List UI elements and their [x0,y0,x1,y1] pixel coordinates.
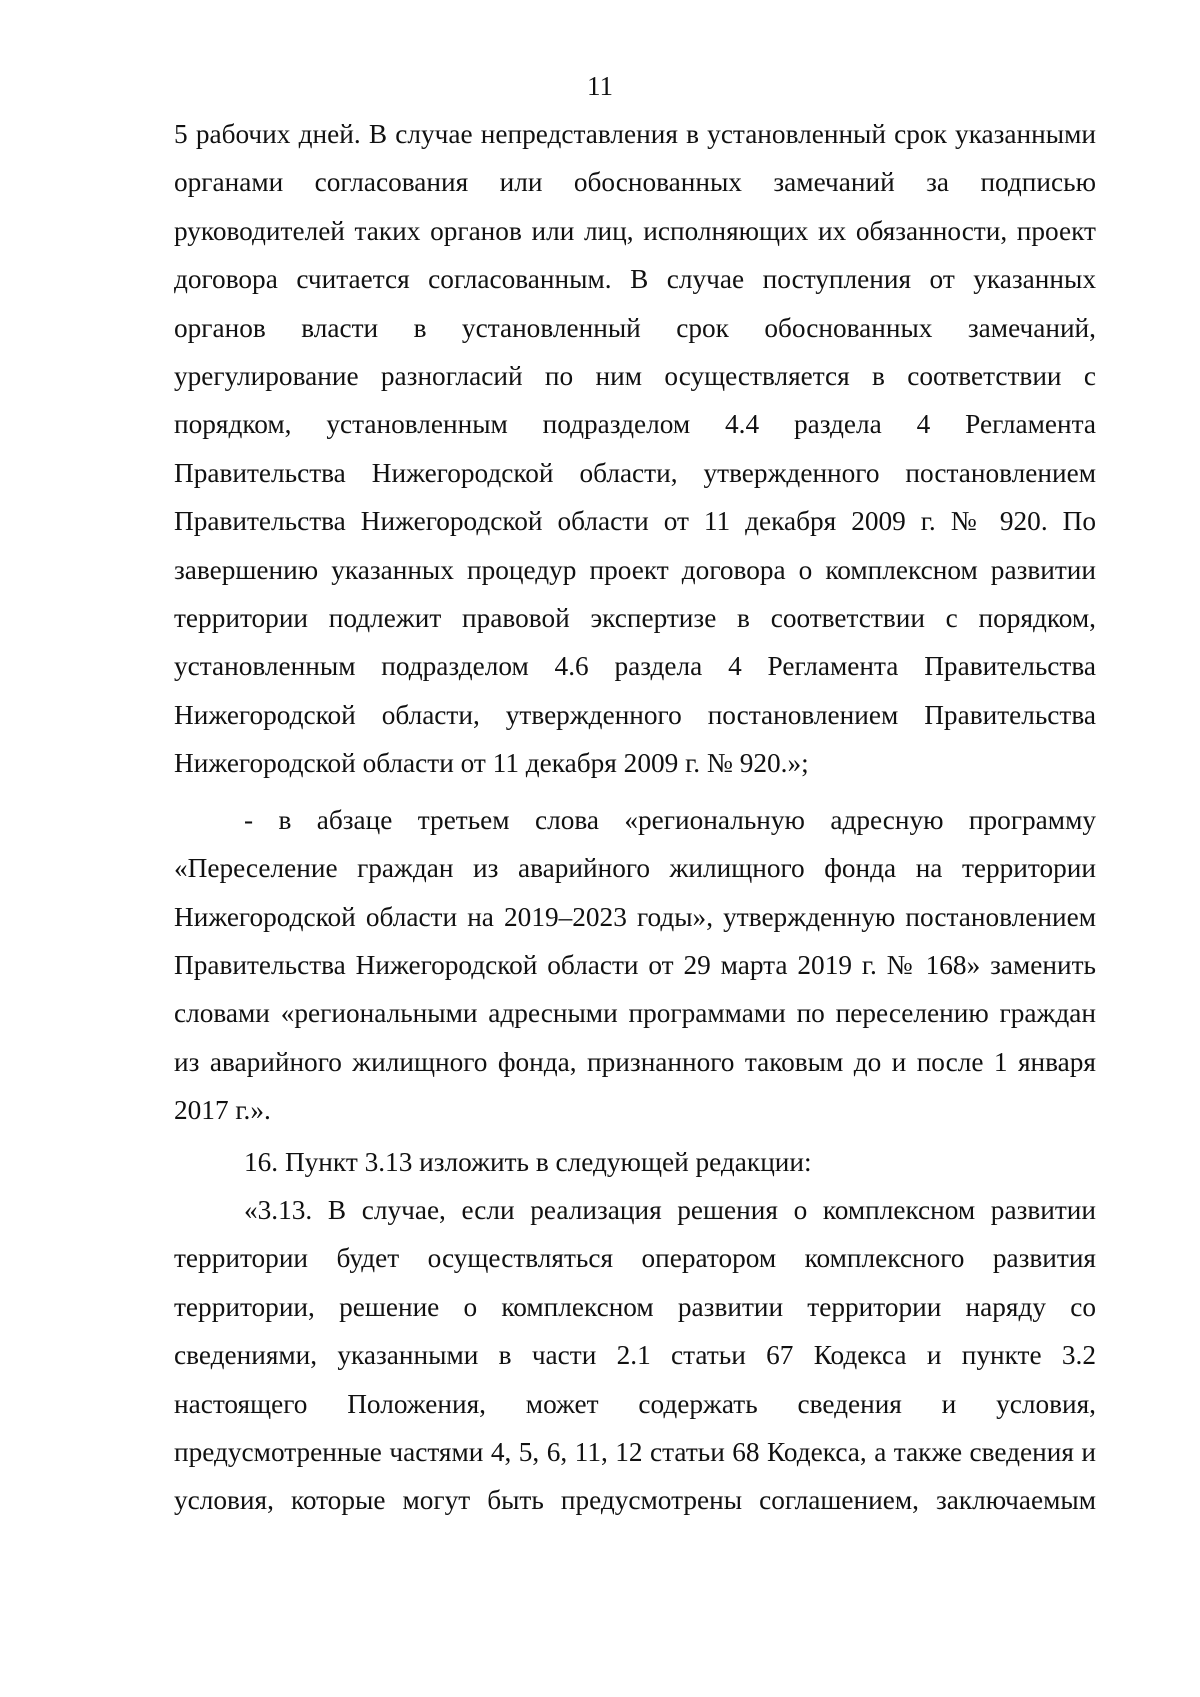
document-body [174,110,1096,1525]
paragraph-item-3-13: «3.13. В случае, если реализация решения о комплексном развитии территории будет осуществляться оператором комплексного развития территории, решение о комплексном развитии территории наряду со сведениями, указанными в части 2.1 статьи 67 Кодекса и пункте 3.2 настоящего Положения, может содержать сведения и условия, предусмотренные частями 4, 5, 6, 11, 12 статьи 68 Кодекса, а также сведения и условия, которые могут быть предусмотрены соглашением, заключаемым [174,1194,1096,1516]
paragraph-contract-approval: 5 рабочих дней. В случае непредставления в установленный срок указанными органами согласования или обоснованных замечаний за подписью руководителей таких органов или лиц, исполняющих их обязанности, проект договора считается согласованным. В случае поступления от указанных органов власти в установленный срок обоснованных замечаний, урегулирование разногласий по ним осуществляется в соответствии с порядком, установленным подразделом 4.4 раздела 4 Регламента Правительства Нижегородской области, утвержденного постановлением Правительства Нижегородской области от 11 декабря 2009 г. № 920. По завершению указанных процедур проект договора о комплексном развитии территории подлежит правовой экспертизе в соответствии с порядком, установленным подразделом 4.6 раздела 4 Регламента Правительства Нижегородской области, утвержденного постановлением Правительства Нижегородской области от 11 декабря 2009 г. № 920.»; [174,119,1096,779]
paragraph-item-16: 16. Пункт 3.13 изложить в следующей редакции: [244,1146,812,1177]
page-number: 11 [587,71,613,101]
paragraph-amendment-third-subparagraph: - в абзаце третьем слова «региональную адресную программу «Переселение граждан из аварийного жилищного фонда на территории Нижегородской области на 2019–2023 годы», утвержденную постановлением Правительства Нижегородской области от 29 марта 2019 г. № 168» заменить словами «региональными адресными программами по переселению граждан из аварийного жилищного фонда, признанного таковым до и после 1 января 2017 г.». [174,804,1096,1126]
